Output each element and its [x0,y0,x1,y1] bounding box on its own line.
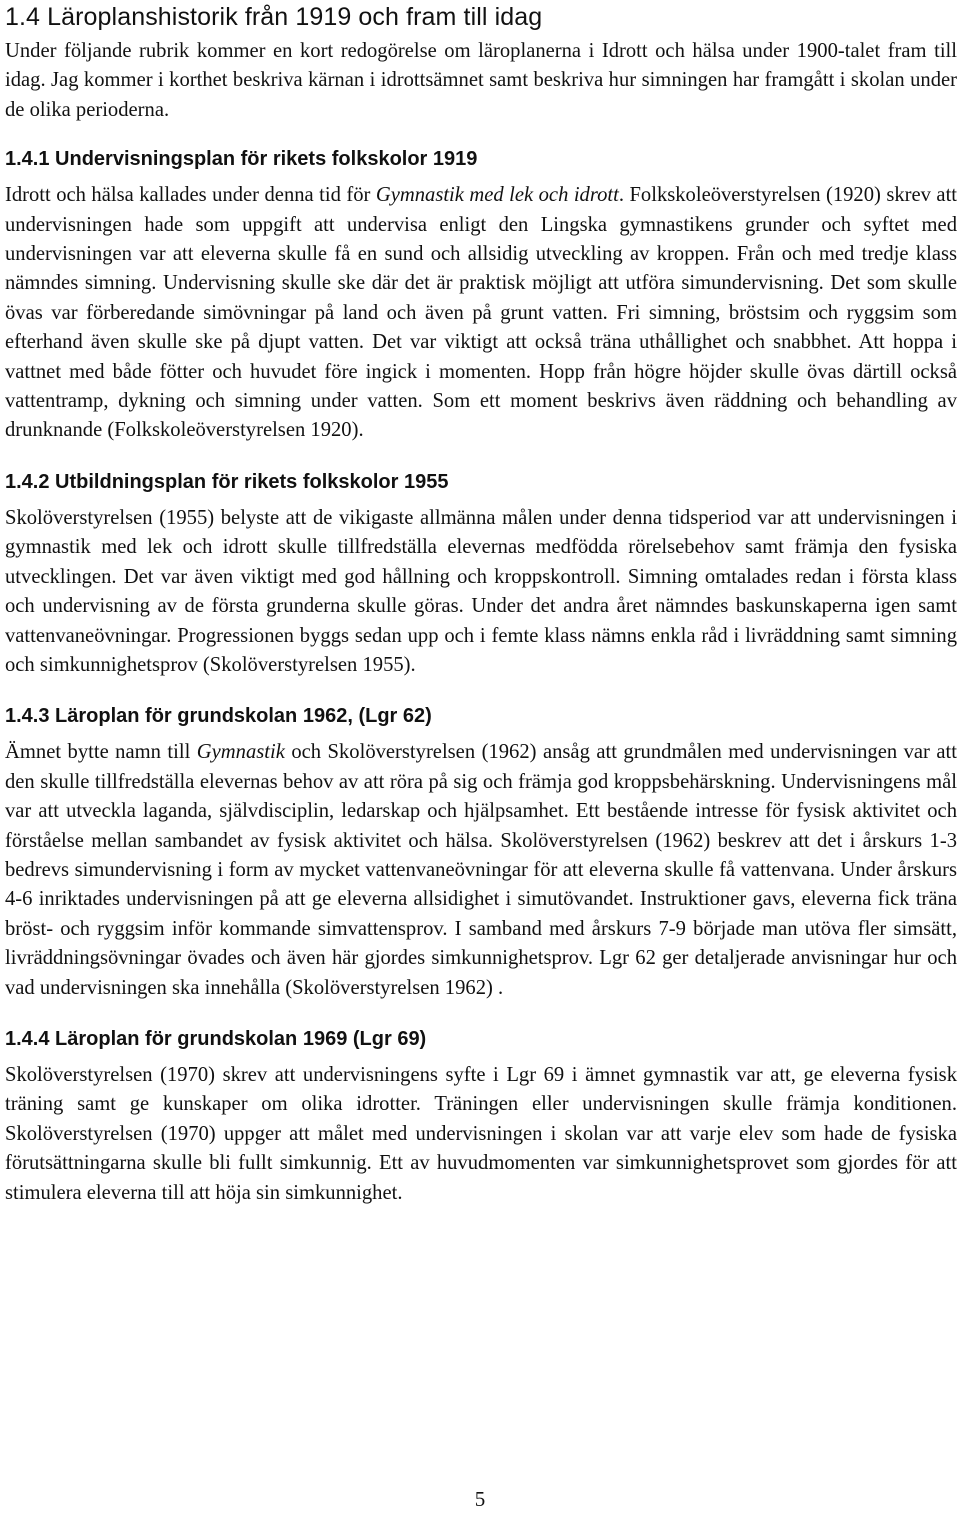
page-number: 5 [474,1487,486,1511]
paragraph-text: . Folkskoleöverstyrelsen (1920) skrev att undervisningen hade som uppgift att undervisa enligt den Lingska gymnastikens grunder och syftet med undervisningen var att eleverna skulle få en sund och allsidig utveckling av kroppen. Från och med tredje klass nämndes simning. Undervisning skulle ske där det är praktisk möjligt att utföra simundervisning. Det som skulle övas var förberedande simövningar på land och även på grunt vatten. Fri simning, bröstsim och ryggsim som efterhand även skulle ske på djupt vatten. Det var viktigt att också träna uthållighet och snabbhet. Att hoppa i vattnet med både fötter och huvudet före ingick i momenten. Hopp från högre höjder skulle övas därtill också vattentramp, dykning och simning under vatten. Som ett moment beskrivs även räddning och behandling av drunknande (Folkskoleöverstyrelsen 1920). [5,184,958,442]
section-paragraph-1962 [5,738,957,1003]
main-heading: 1.4 Läroplanshistorik från 1919 och fram till idag [5,3,543,31]
subject-name-italic: Gymnastik [196,741,285,764]
paragraph-text: Ämnet bytte namn till [5,741,197,764]
section-paragraph-1969: Skolöverstyrelsen (1970) skrev att undervisningens syfte i Lgr 69 i ämnet gymnastik var att, ge eleverna fysisk träning samt ge kunskaper om olika idrotter. Träningen eller undervisningen skulle främja konditionen. Skolöverstyrelsen (1970) uppger att målet med undervisningen i skolan var att varje elev som hade de fysiska förutsättningarna skulle bli fullt simkunnig. Ett av huvudmomenten var simkunnighetsprovet som gjordes för att stimulera eleverna till att höja sin simkunnighet. [5,1063,957,1204]
paragraph-text: Idrott och hälsa kallades under denna tid för [5,184,376,207]
section-paragraph-1955: Skolöverstyrelsen (1955) belyste att de vikigaste allmänna målen under denna tidsperiod var att undervisningen i gymnastik med lek och idrott skulle tillfredställa elevernas medfödda rörelsebehov samt främja den fysiska utvecklingen. Det var även viktigt med god hållning och kroppskontroll. Simning omtalades redan i första klass och undervisning av de första grunderna skulle göras. Under det andra året nämndes baskunskaperna igen samt vattenvaneövningar. Progressionen byggs sedan upp och i femte klass nämns enkla råd i livräddning samt simning och simkunnighetsprov (Skolöverstyrelsen 1955). [5,506,957,676]
section-heading-1919: 1.4.1 Undervisningsplan för rikets folkskolor 1919 [5,148,478,171]
section-heading-1969: 1.4.4 Läroplan för grundskolan 1969 (Lgr 69) [5,1027,427,1050]
section-heading-1955: 1.4.2 Utbildningsplan för rikets folkskolor 1955 [5,470,449,493]
intro-paragraph: Under följande rubrik kommer en kort redogörelse om läroplanerna i Idrott och hälsa under 1900-talet fram till idag. Jag kommer i korthet beskriva kärnan i idrottsämnet samt beskriva hur simningen har framgått i skolan under de olika perioderna. [5,40,957,121]
document-page [5,0,957,1208]
section-paragraph-1919 [5,181,957,446]
paragraph-text: och Skolöverstyrelsen (1962) ansåg att grundmålen med undervisningen var att den skulle tillfredställa elevernas behov av att röra på sig och främja god kroppsbehärskning. Undervisningens mål var att utveckla laganda, självdisciplin, ledarskap och hjälpsamhet. Ett bestående intresse för fysisk aktivitet och förståelse mellan sambandet av fysisk aktivitet och hälsa. Skolöverstyrelsen (1962) beskrev att det i årskurs 1-3 bedrevs simundervisning i form av mycket vattenvaneövningar för att eleverna skulle få vattenvana. Under årskurs 4-6 inriktades undervisningen på att ge eleverna allsidighet i simutövandet. Instruktioner gavs, eleverna fick träna bröst- och ryggsim inför kommande simvattensprov. I samband med årskurs 7-9 började man utöva fler simsätt, livräddningsövningar övades och även här gjordes simkunnighetsprov. Lgr 62 ger detaljerade anvisningar hur och vad undervisningen ska innehålla (Skolöverstyrelsen 1962) . [5,741,957,999]
subject-name-italic: Gymnastik med lek och idrott [375,184,619,207]
section-heading-1962: 1.4.3 Läroplan för grundskolan 1962, (Lgr 62) [5,705,432,728]
